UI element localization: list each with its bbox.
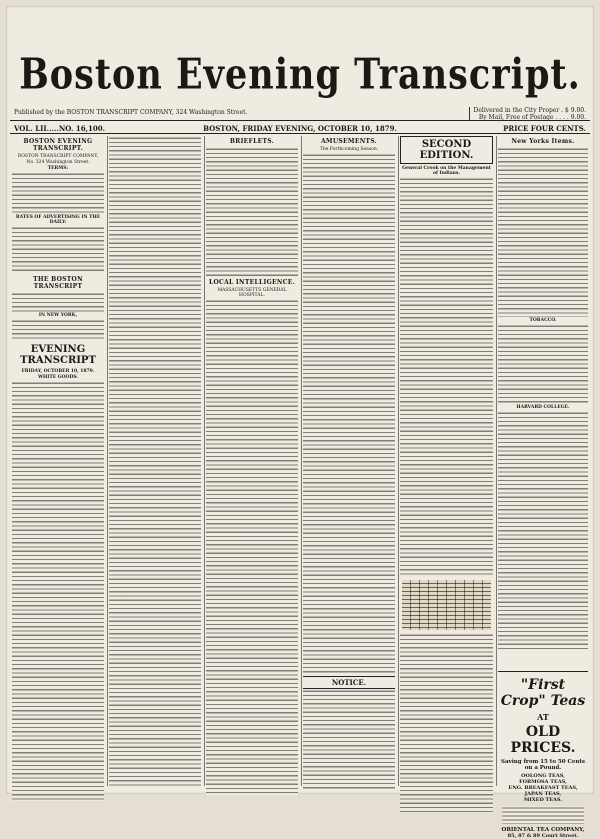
- delivery-city: Delivered in the City Proper . $ 9.00.: [473, 107, 586, 114]
- col1-evening-transcript: EVENING TRANSCRIPT: [20, 344, 96, 366]
- publisher-line: Published by the BOSTON TRANSCRIPT COMPANY, 324 Washington Street.: [14, 109, 248, 116]
- text-block: [498, 324, 588, 404]
- ad-saving: Saving from 15 to 50 Cents on a Pound.: [500, 759, 586, 771]
- column-3: [206, 136, 298, 786]
- text-block: [206, 299, 298, 795]
- col5-sub: General Crook on the Management of Indians.: [402, 166, 491, 176]
- text-block: [12, 292, 104, 312]
- column-4: [303, 136, 395, 786]
- notice-heading: NOTICE.: [303, 676, 395, 689]
- text-block: [12, 172, 104, 214]
- col3-heading: BRIEFLETS.: [229, 138, 275, 145]
- delivery-prices: [469, 107, 586, 121]
- volume-number: VOL. LII.....NO. 16,100.: [14, 124, 106, 133]
- text-block: [12, 226, 104, 274]
- column-6: [498, 136, 588, 839]
- col1-rates: RATES OF ADVERTISING IN THE DAILY:: [15, 215, 101, 225]
- col6-heading: New Yorks Items.: [511, 138, 575, 145]
- issue-price: PRICE FOUR CENTS.: [503, 124, 586, 133]
- market-table: [402, 580, 491, 630]
- text-block: [109, 136, 201, 786]
- col1-feature-title: WHITE GOODS.: [38, 375, 78, 380]
- col6-harvard: HARVARD COLLEGE.: [516, 405, 570, 410]
- text-block: [12, 319, 104, 341]
- masthead-rule-bottom: [10, 133, 590, 134]
- ad-tea-item: MIXED TEAS.: [523, 797, 563, 803]
- col4-sub: The Forthcoming Season.: [319, 147, 379, 152]
- text-block: [12, 381, 104, 801]
- newspaper-page: [6, 6, 594, 839]
- ad-at: AT: [537, 712, 549, 722]
- col1-date: FRIDAY, OCTOBER 10, 1879.: [21, 369, 95, 374]
- col4-heading: AMUSEMENTS.: [320, 138, 378, 145]
- col1-address: No. 324 Washington Street.: [26, 160, 90, 165]
- text-block: [303, 153, 395, 673]
- issue-date: BOSTON, FRIDAY EVENING, OCTOBER 10, 1879.: [203, 124, 397, 133]
- ad-text-block: [502, 806, 584, 824]
- column-1: [12, 136, 104, 786]
- delivery-mail: By Mail, Free of Postage . . . . 9.00.: [478, 114, 586, 121]
- tea-advertisement: [498, 671, 588, 839]
- ad-company: ORIENTAL TEA COMPANY,: [501, 827, 585, 833]
- col1-publisher: BOSTON TRANSCRIPT COMPANY,: [17, 154, 99, 159]
- ad-tea-list: [498, 773, 588, 803]
- ad-tea-item: OOLONG TEAS,: [521, 773, 565, 779]
- text-block: [498, 147, 588, 317]
- article-columns: [12, 136, 588, 839]
- text-block: [303, 689, 395, 789]
- column-5: [400, 136, 493, 786]
- ad-tea-item: FORMOSA TEAS,: [519, 779, 567, 785]
- text-block: [206, 147, 298, 277]
- text-block: [400, 177, 493, 577]
- masthead-title: Boston Evening Transcript.: [19, 49, 581, 100]
- ad-old-prices: OLD PRICES.: [510, 724, 576, 756]
- ad-tea-item: ENG. BREAKFAST TEAS,: [508, 785, 578, 791]
- col6-tobacco: TOBACCO.: [529, 318, 557, 323]
- text-block: [498, 411, 588, 651]
- col1-terms: TERMS:: [47, 166, 69, 171]
- ad-address: 85, 87 & 89 Court Street.: [507, 833, 579, 839]
- text-block: [400, 633, 493, 813]
- col1-heading: BOSTON EVENING TRANSCRIPT.: [23, 138, 93, 152]
- col1-weekly: THE BOSTON TRANSCRIPT: [33, 276, 83, 290]
- masthead-rule-top: [10, 120, 590, 121]
- second-edition-heading: SECOND EDITION.: [400, 136, 493, 164]
- col3-local-heading: LOCAL INTELLIGENCE.: [208, 279, 296, 286]
- col3-local-sub: MASSACHUSETTS GENERAL HOSPITAL.: [217, 288, 287, 298]
- ad-headline: "First Crop" Teas: [500, 677, 586, 709]
- col1-newyork: IN NEW YORK,: [38, 313, 78, 318]
- column-2: [109, 136, 201, 786]
- ad-tea-item: JAPAN TEAS,: [524, 791, 562, 797]
